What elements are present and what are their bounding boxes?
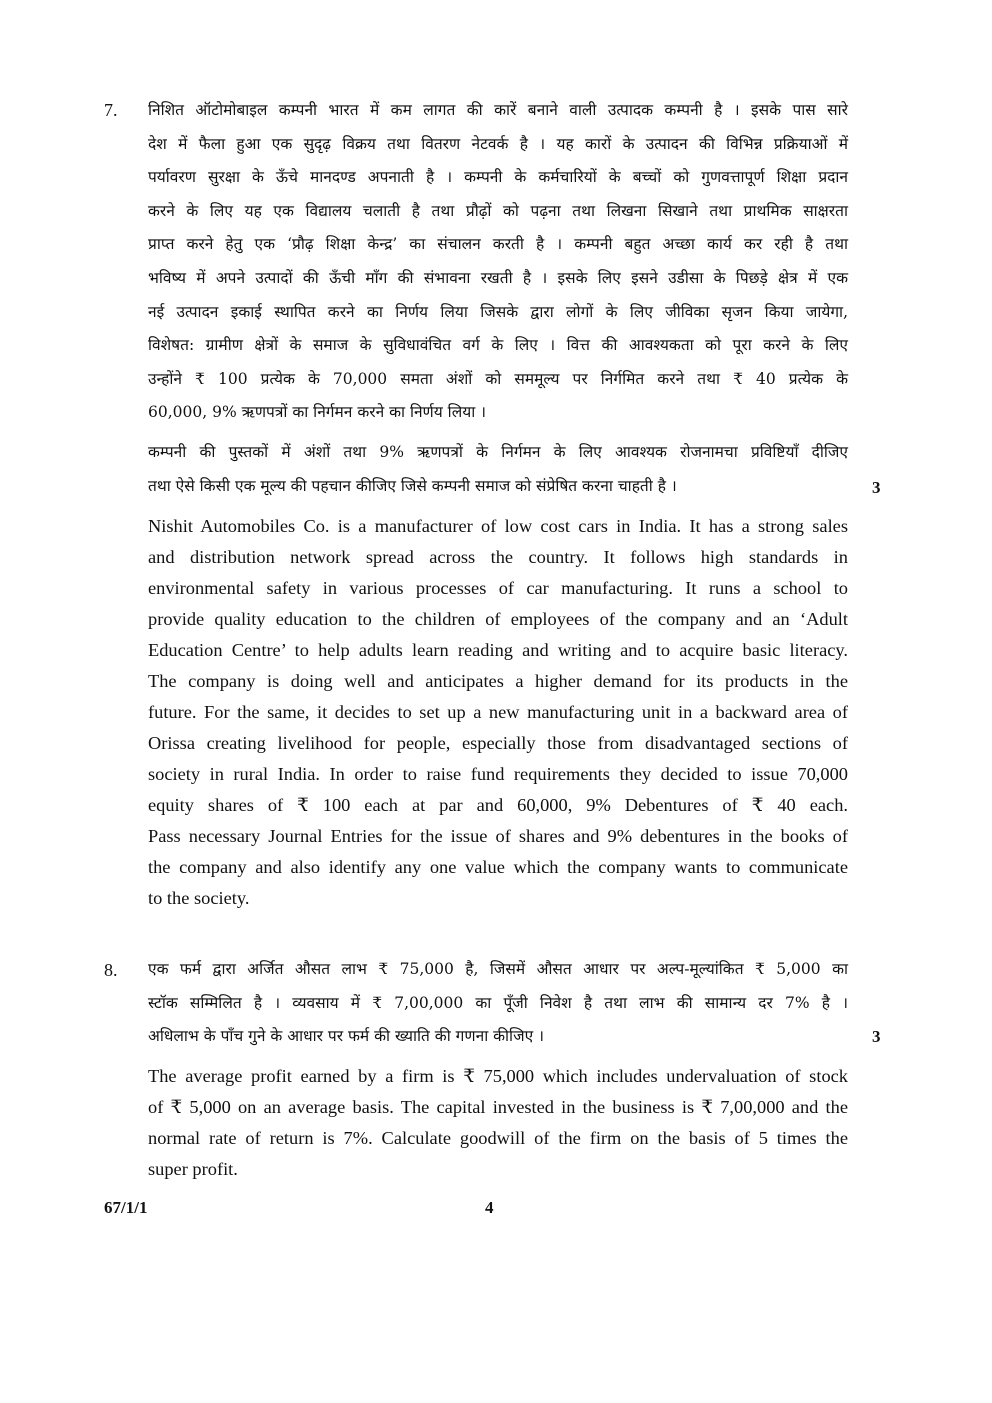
text-line: Education Centre’ to help adults learn reading and writing and to acquire basic literacy. xyxy=(148,640,848,660)
text-line: society in rural India. In order to raise fund requirements they decided to issue 70,000 xyxy=(148,764,848,784)
text-line: of ₹ 5,000 on an average basis. The capital invested in the business is ₹ 7,00,000 and the xyxy=(148,1097,848,1117)
q7-hindi-paragraph xyxy=(148,94,848,430)
question-number-7: 7. xyxy=(104,100,118,120)
text-line: future. For the same, it decides to set up a new manufacturing unit in a backward area of xyxy=(148,702,848,722)
text-line: तथा ऐसे किसी एक मूल्य की पहचान कीजिए जिसे कम्पनी समाज को संप्रेषित करना चाहती है । xyxy=(148,476,677,495)
text-line: प्राप्त करने हेतु एक ‘प्रौढ़ शिक्षा केन्द्र’ का संचालन करती है । कम्पनी बहुत अच्छा कार्य कर रही है तथा xyxy=(148,235,848,254)
q7-marks: 3 xyxy=(872,478,881,497)
text-line: and distribution network spread across the country. It follows high standards in xyxy=(148,547,848,567)
text-line: the company and also identify any one value which the company wants to communicate xyxy=(148,857,848,877)
text-line: The average profit earned by a firm is ₹ 75,000 which includes undervaluation of stock xyxy=(148,1066,848,1086)
text-line: Nishit Automobiles Co. is a manufacturer of low cost cars in India. It has a strong sales xyxy=(148,516,848,536)
q7-hindi-instruction xyxy=(148,436,848,503)
text-line: provide quality education to the children of employees of the company and an ‘Adult xyxy=(148,609,848,629)
text-line: पर्यावरण सुरक्षा के ऊँचे मानदण्ड अपनाती है । कम्पनी के कर्मचारियों के बच्चों को गुणवत्तापूर्ण शिक्षा प्रदान xyxy=(148,168,848,187)
q8-marks: 3 xyxy=(872,1027,881,1046)
text-line: नई उत्पादन इकाई स्थापित करने का निर्णय लिया जिसके द्वारा लोगों के लिए जीविका सृजन किया जायेगा, xyxy=(148,302,848,321)
text-line: 60,000, 9% ऋणपत्रों का निर्गमन करने का निर्णय लिया । xyxy=(148,403,487,422)
text-line: उन्होंने ₹ 100 प्रत्येक के 70,000 समता अंशों को सममूल्य पर निर्गमित करने तथा ₹ 40 प्रत्येक के xyxy=(148,369,848,388)
text-line: अधिलाभ के पाँच गुने के आधार पर फर्म की ख्याति की गणना कीजिए । xyxy=(148,1027,544,1046)
text-line: Pass necessary Journal Entries for the issue of shares and 9% debentures in the books of xyxy=(148,826,848,846)
text-line: super profit. xyxy=(148,1159,238,1179)
text-line: equity shares of ₹ 100 each at par and 60,000, 9% Debentures of ₹ 40 each. xyxy=(148,795,848,815)
text-line: देश में फैला हुआ एक सुदृढ़ विक्रय तथा वितरण नेटवर्क है । यह कारों के उत्पादन की विभिन्न प्रक्रियाओं में xyxy=(148,134,848,153)
q7-english-paragraph xyxy=(148,511,848,914)
q8-hindi-paragraph xyxy=(148,953,848,1054)
text-line: विशेषत: ग्रामीण क्षेत्रों के समाज के सुविधावंचित वर्ग के लिए । वित्त की आवश्यकता को पूरा करने के लिए xyxy=(148,336,848,355)
text-line: environmental safety in various processes of car manufacturing. It runs a school to xyxy=(148,578,848,598)
text-line: to the society. xyxy=(148,888,250,908)
text-line: normal rate of return is 7%. Calculate goodwill of the firm on the basis of 5 times the xyxy=(148,1128,848,1148)
text-line: भविष्य में अपने उत्पादों की ऊँची माँग की संभावना रखती है । इसके लिए इसने उडीसा के पिछड़े क्षेत्र में एक xyxy=(148,268,848,287)
text-line: निशित ऑटोमोबाइल कम्पनी भारत में कम लागत की कारें बनाने वाली उत्पादक कम्पनी है । इसके पास सारे xyxy=(148,101,848,119)
text-line: स्टॉक सम्मिलित है । व्यवसाय में ₹ 7,00,000 का पूँजी निवेश है तथा लाभ की सामान्य दर 7% है । xyxy=(148,993,849,1012)
text-line: The company is doing well and anticipates a higher demand for its products in the xyxy=(148,671,848,691)
text-line: Orissa creating livelihood for people, especially those from disadvantaged sections of xyxy=(148,733,848,753)
paper-code: 67/1/1 xyxy=(104,1198,148,1217)
page-number: 4 xyxy=(485,1198,494,1217)
question-number-8: 8. xyxy=(104,960,118,980)
q8-english-paragraph xyxy=(148,1061,848,1185)
text-line: एक फर्म द्वारा अर्जित औसत लाभ ₹ 75,000 है, जिसमें औसत आधार पर अल्प-मूल्यांकित ₹ 5,000 का xyxy=(148,960,848,978)
text-line: कम्पनी की पुस्तकों में अंशों तथा 9% ऋणपत्रों के निर्गमन के लिए आवश्यक रोजनामचा प्रविष्टियाँ दीजिए xyxy=(148,443,848,461)
text-line: करने के लिए यह एक विद्यालय चलाती है तथा प्रौढ़ों को पढ़ना तथा लिखना सिखाने तथा प्राथमिक साक्षरता xyxy=(148,201,848,220)
